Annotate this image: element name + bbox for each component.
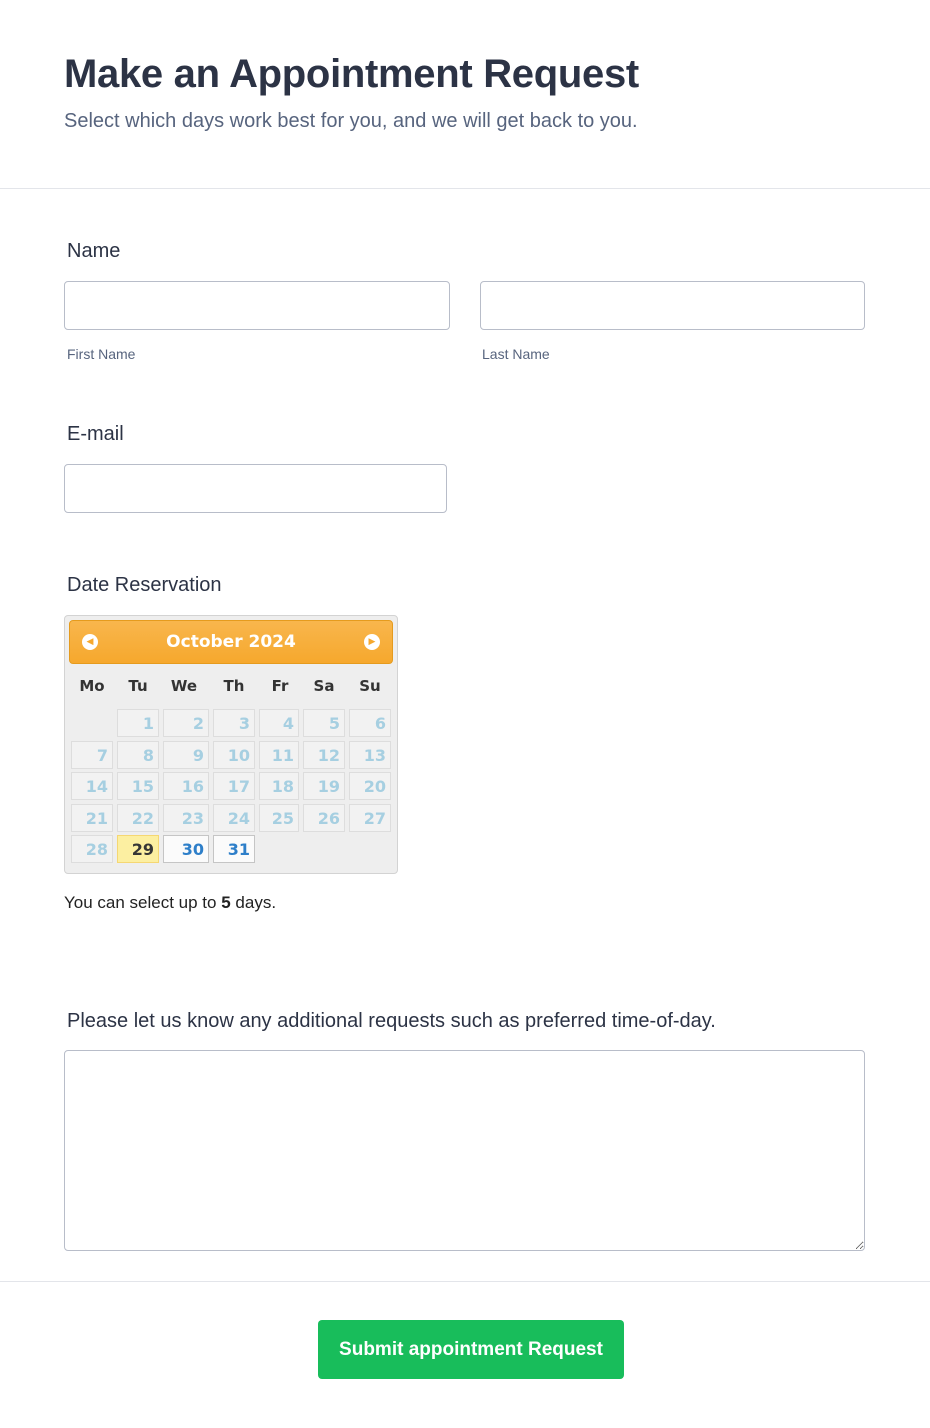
calendar-day: 6 bbox=[349, 709, 391, 737]
calendar-day: 26 bbox=[303, 804, 345, 832]
next-month-icon[interactable]: ▶ bbox=[364, 634, 380, 650]
calendar-day: 8 bbox=[117, 741, 159, 769]
last-name-sublabel: Last Name bbox=[482, 346, 550, 362]
calendar-day[interactable]: 31 bbox=[213, 835, 255, 863]
weekday-header: Mo bbox=[79, 677, 105, 695]
calendar-day: 16 bbox=[163, 772, 209, 800]
calendar-day: 18 bbox=[259, 772, 299, 800]
email-label: E-mail bbox=[67, 423, 124, 445]
calendar-day-today[interactable]: 29 bbox=[117, 835, 159, 863]
calendar-day: 13 bbox=[349, 741, 391, 769]
calendar-month-title: October 2024 bbox=[166, 632, 296, 652]
weekday-header: Th bbox=[223, 677, 245, 695]
name-label: Name bbox=[67, 240, 121, 262]
calendar-day: 10 bbox=[213, 741, 255, 769]
email-input[interactable] bbox=[64, 464, 447, 513]
date-note bbox=[64, 893, 276, 913]
page-subtitle: Select which days work best for you, and we will get back to you. bbox=[64, 110, 638, 132]
note-suffix: days. bbox=[230, 893, 277, 912]
calendar-day[interactable]: 30 bbox=[163, 835, 209, 863]
calendar-day: 7 bbox=[71, 741, 113, 769]
weekday-header: Fr bbox=[271, 677, 289, 695]
requests-label: Please let us know any additional requests such as preferred time-of-day. bbox=[67, 1010, 716, 1032]
calendar-day: 5 bbox=[303, 709, 345, 737]
calendar-day: 3 bbox=[213, 709, 255, 737]
calendar-day: 21 bbox=[71, 804, 113, 832]
last-name-input[interactable] bbox=[480, 281, 865, 330]
weekday-header: Su bbox=[359, 677, 381, 695]
divider bbox=[0, 1281, 930, 1282]
calendar-day: 11 bbox=[259, 741, 299, 769]
requests-textarea[interactable] bbox=[64, 1050, 865, 1251]
note-count: 5 bbox=[221, 893, 231, 912]
weekday-header: We bbox=[170, 677, 198, 695]
calendar-day: 19 bbox=[303, 772, 345, 800]
first-name-input[interactable] bbox=[64, 281, 450, 330]
prev-month-icon[interactable]: ◀ bbox=[82, 634, 98, 650]
first-name-sublabel: First Name bbox=[67, 346, 136, 362]
divider bbox=[0, 188, 930, 189]
calendar-day: 25 bbox=[259, 804, 299, 832]
calendar-day: 28 bbox=[71, 835, 113, 863]
calendar-day: 27 bbox=[349, 804, 391, 832]
calendar bbox=[64, 615, 398, 874]
calendar-day: 15 bbox=[117, 772, 159, 800]
calendar-day: 4 bbox=[259, 709, 299, 737]
weekday-header: Sa bbox=[313, 677, 335, 695]
calendar-day: 2 bbox=[163, 709, 209, 737]
calendar-day: 22 bbox=[117, 804, 159, 832]
calendar-day: 23 bbox=[163, 804, 209, 832]
calendar-day: 20 bbox=[349, 772, 391, 800]
calendar-day: 17 bbox=[213, 772, 255, 800]
note-prefix: You can select up to bbox=[64, 893, 222, 912]
calendar-day: 12 bbox=[303, 741, 345, 769]
calendar-day: 14 bbox=[71, 772, 113, 800]
submit-button[interactable]: Submit appointment Request bbox=[318, 1320, 624, 1379]
calendar-day: 24 bbox=[213, 804, 255, 832]
calendar-day: 1 bbox=[117, 709, 159, 737]
calendar-header bbox=[69, 620, 393, 664]
page-title: Make an Appointment Request bbox=[64, 52, 639, 96]
date-label: Date Reservation bbox=[67, 574, 222, 596]
weekday-header: Tu bbox=[128, 677, 148, 695]
calendar-day: 9 bbox=[163, 741, 209, 769]
